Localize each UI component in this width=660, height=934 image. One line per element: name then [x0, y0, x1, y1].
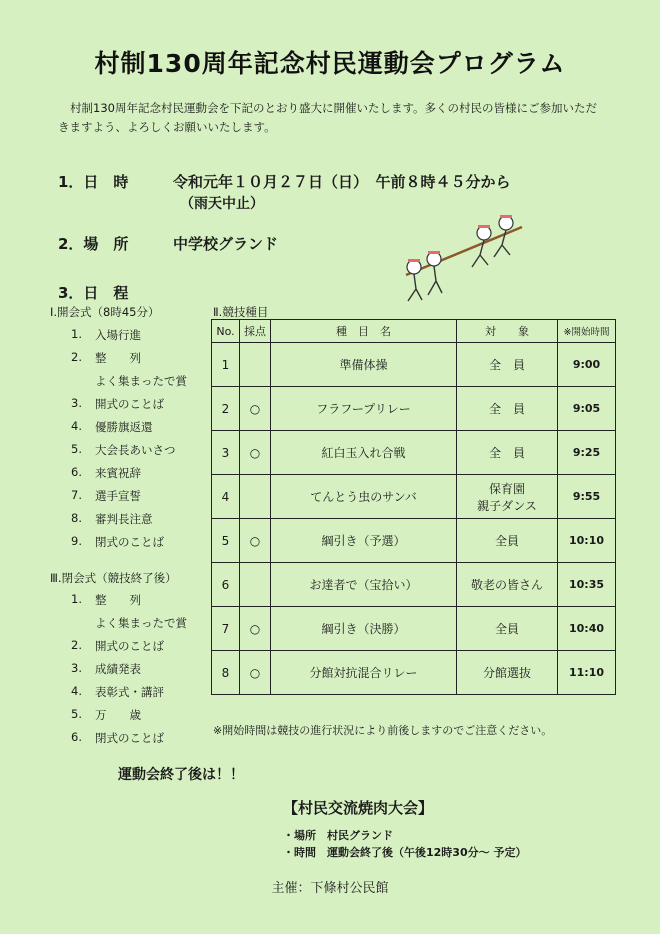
event-score: ○: [240, 651, 271, 695]
opening-item-text: 整 列: [95, 351, 141, 365]
opening-item-text: よく集まったで賞: [95, 374, 187, 388]
col-start-time: ※開始時間: [558, 320, 616, 343]
event-no: 5: [212, 519, 240, 563]
events-heading: Ⅱ.競技種目: [213, 305, 269, 319]
closing-item-number: 6.: [71, 730, 82, 744]
event-time: 9:00: [558, 343, 616, 387]
opening-item-text: 大会長あいさつ: [95, 443, 176, 457]
table-row: [212, 387, 616, 431]
event-name: 分館対抗混合リレー: [271, 651, 457, 695]
table-row: [212, 431, 616, 475]
event-name: フラフープリレー: [271, 387, 457, 431]
event-target-line2: 親子ダンス: [477, 498, 537, 513]
opening-item-text: 入場行進: [95, 328, 141, 342]
after-heading: 運動会終了後は！！: [118, 767, 244, 783]
opening-item-number: 6.: [71, 465, 82, 479]
opening-item-text: 審判長注意: [95, 512, 153, 526]
event-name: 綱引き（予選）: [271, 519, 457, 563]
opening-item-number: 2.: [71, 350, 82, 364]
event-target-line1: 全 員: [488, 358, 525, 372]
closing-item-text: よく集まったで賞: [95, 616, 187, 630]
place-section: [58, 233, 279, 254]
date-value: 令和元年１０月２７日（日） 午前８時４５分から: [173, 173, 511, 191]
opening-heading: Ⅰ.開会式（8時45分）: [50, 305, 160, 319]
closing-item-number: 3.: [71, 661, 82, 675]
intro-paragraph: 村制130周年記念村民運動会を下記のとおり盛大に開催いたします。多くの村民の皆様にご参加いただきますよう、よろしくお願いいたします。: [58, 101, 598, 134]
page-title: 村制130周年記念村民運動会プログラム: [94, 49, 566, 78]
bbq-time: ・時間 運動会終了後（午後12時30分～ 予定）: [283, 846, 527, 859]
event-time: 10:40: [558, 607, 616, 651]
schedule-label: 3．日 程: [58, 284, 129, 302]
col-score: 採点: [240, 320, 271, 343]
event-no: 8: [212, 651, 240, 695]
table-row: [212, 343, 616, 387]
closing-item-text: 成績発表: [95, 662, 141, 676]
event-target: [457, 563, 558, 607]
col-target: 対 象: [457, 320, 558, 343]
table-row: [212, 607, 616, 651]
event-time: 10:10: [558, 519, 616, 563]
event-score: [240, 563, 271, 607]
event-name: 準備体操: [271, 343, 457, 387]
closing-item-number: 5.: [71, 707, 82, 721]
event-time: 11:10: [558, 651, 616, 695]
event-no: 4: [212, 475, 240, 519]
event-name: 紅白玉入れ合戦: [271, 431, 457, 475]
event-no: 3: [212, 431, 240, 475]
event-time: 9:25: [558, 431, 616, 475]
event-target-line1: 保育園: [488, 481, 525, 496]
bbq-place: ・場所 村民グランド: [283, 829, 393, 842]
event-target-line1: 全 員: [488, 402, 525, 416]
date-note: （雨天中止）: [180, 196, 264, 212]
closing-item-number: 4.: [71, 684, 82, 698]
place-value: 中学校グランド: [173, 235, 279, 253]
event-target-line1: 全員: [494, 622, 519, 636]
opening-item-number: 1.: [71, 327, 82, 341]
event-target-line1: 敬老の皆さん: [470, 578, 543, 592]
event-no: 1: [212, 343, 240, 387]
col-event-name: 種 目 名: [271, 320, 457, 343]
event-time: 9:05: [558, 387, 616, 431]
closing-item-number: 1.: [71, 592, 82, 606]
host-organization: 主催：下條村公民館: [271, 881, 389, 896]
table-row: [212, 651, 616, 695]
opening-item-number: 3.: [71, 396, 82, 410]
table-row: [212, 563, 616, 607]
tug-of-war-illustration: [394, 205, 534, 305]
event-target: [457, 607, 558, 651]
event-name: てんとう虫のサンバ: [271, 475, 457, 519]
place-label: 2．場 所: [58, 235, 129, 253]
event-target-line1: 分館選抜: [482, 666, 531, 680]
event-time: 9:55: [558, 475, 616, 519]
opening-item-number: 8.: [71, 511, 82, 525]
event-target: [457, 343, 558, 387]
opening-item-number: 9.: [71, 534, 82, 548]
opening-item-text: 開式のことば: [95, 397, 164, 411]
opening-item-number: 4.: [71, 419, 82, 433]
event-score: [240, 343, 271, 387]
event-target: [457, 475, 558, 519]
event-no: 6: [212, 563, 240, 607]
event-name: 綱引き（決勝）: [271, 607, 457, 651]
closing-item-text: 万 歳: [95, 708, 141, 722]
opening-item-number: 7.: [71, 488, 82, 502]
opening-item-text: 閉式のことば: [95, 535, 164, 549]
event-target: [457, 431, 558, 475]
event-time: 10:35: [558, 563, 616, 607]
opening-item-text: 来賓祝辞: [95, 466, 141, 480]
closing-item-text: 表彰式・講評: [95, 685, 164, 699]
event-score: ○: [240, 519, 271, 563]
closing-item-text: 閉式のことば: [95, 731, 164, 745]
event-score: ○: [240, 607, 271, 651]
events-header-row: [212, 320, 616, 343]
event-no: 7: [212, 607, 240, 651]
opening-item-text: 優勝旗返還: [95, 420, 153, 434]
event-score: [240, 475, 271, 519]
closing-item-number: 2.: [71, 638, 82, 652]
opening-item-text: 選手宣誓: [95, 489, 141, 503]
closing-heading: Ⅲ.閉会式（競技終了後）: [50, 571, 177, 585]
table-row: [212, 475, 616, 519]
closing-item-text: 整 列: [95, 593, 141, 607]
date-label: 1．日 時: [58, 173, 129, 191]
col-no: No.: [212, 320, 240, 343]
event-no: 2: [212, 387, 240, 431]
opening-item-number: 5.: [71, 442, 82, 456]
closing-item-text: 開式のことば: [95, 639, 164, 653]
event-target-line1: 全員: [494, 534, 519, 548]
event-score: ○: [240, 387, 271, 431]
event-target-line1: 全 員: [488, 446, 525, 460]
event-target: [457, 387, 558, 431]
table-row: [212, 519, 616, 563]
events-table: [211, 319, 616, 695]
event-target: [457, 651, 558, 695]
event-score: ○: [240, 431, 271, 475]
event-name: お達者で（宝拾い）: [271, 563, 457, 607]
event-target: [457, 519, 558, 563]
bbq-title: 【村民交流焼肉大会】: [283, 799, 434, 817]
date-section: [58, 171, 511, 212]
time-note: ※開始時間は競技の進行状況により前後しますのでご注意ください。: [213, 724, 553, 737]
